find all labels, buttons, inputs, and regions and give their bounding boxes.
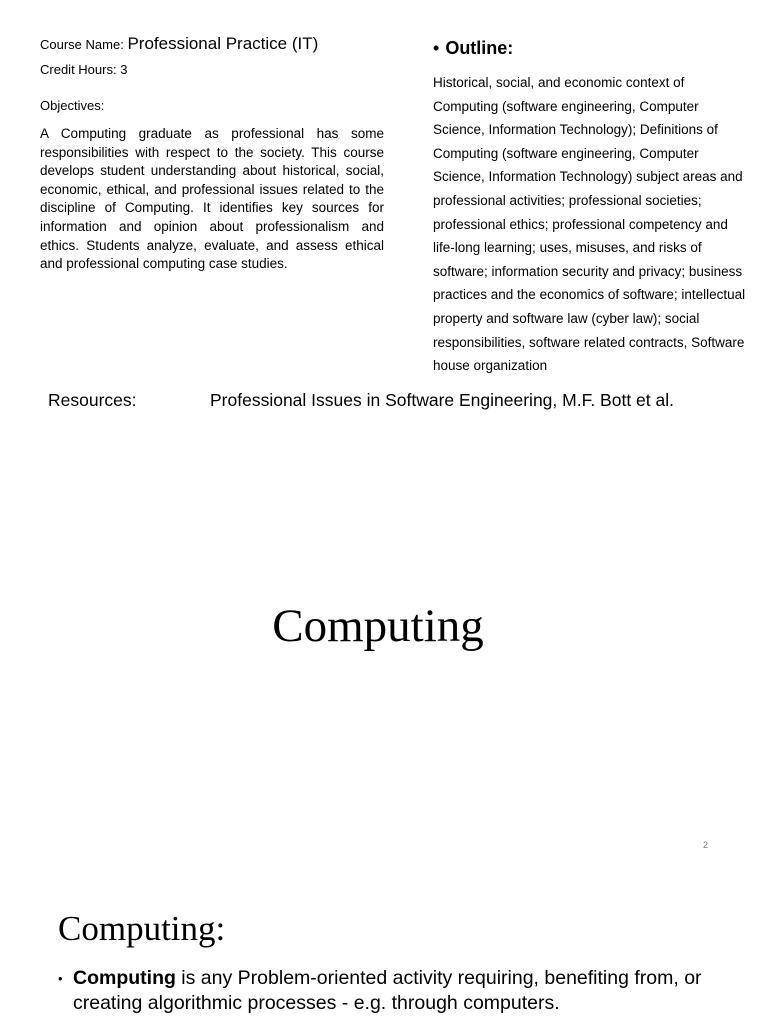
definition-body: is any Problem-oriented activity requiring, benefiting from, or creating algorithmic processes - e.g. through computers. <box>73 967 702 1014</box>
outline-heading-label: Outline: <box>445 38 514 58</box>
course-name <box>40 34 318 54</box>
credit-hours: Credit Hours: 3 <box>40 62 128 77</box>
course-name-label: Course Name: <box>40 37 124 52</box>
section-title: Computing: <box>58 909 226 948</box>
resources-label: Resources: <box>48 390 137 410</box>
objectives-text: A Computing graduate as professional has some responsibilities with respect to the society. This course develops student understanding about historical, social, economic, ethical, and professional issues related to the discipline of Computing. It identifies key sources for information and opinion about professionalism and ethics. Students analyze, evaluate, and assess ethical and professional computing case studies. <box>40 126 384 272</box>
definition-text <box>73 966 713 1016</box>
objectives-heading: Objectives: <box>40 98 105 113</box>
slide-number: 2 <box>703 840 709 850</box>
slide-title-computing: Computing <box>272 600 484 652</box>
definition-term: Computing <box>73 967 176 989</box>
resources-value: Professional Issues in Software Engineering, M.F. Bott et al. <box>210 390 674 410</box>
outline-heading <box>433 38 513 59</box>
bullet-icon: • <box>433 38 440 58</box>
course-name-value: Professional Practice (IT) <box>127 34 319 53</box>
outline-text: Historical, social, and economic context of Computing (software engineering, Computer Science, Information Technology); Definitions of Computing (software engineering, Computer Science, Information Technology) subject areas and professional activities; professional societies; professional ethics; professional competency and life-long learning; uses, misuses, and risks of software; information security and privacy; business practices and the economics of software; intellectual property and software law (cyber law); social responsibilities, software related contracts, Software house organization <box>433 75 746 374</box>
bullet-icon: • <box>58 971 63 986</box>
